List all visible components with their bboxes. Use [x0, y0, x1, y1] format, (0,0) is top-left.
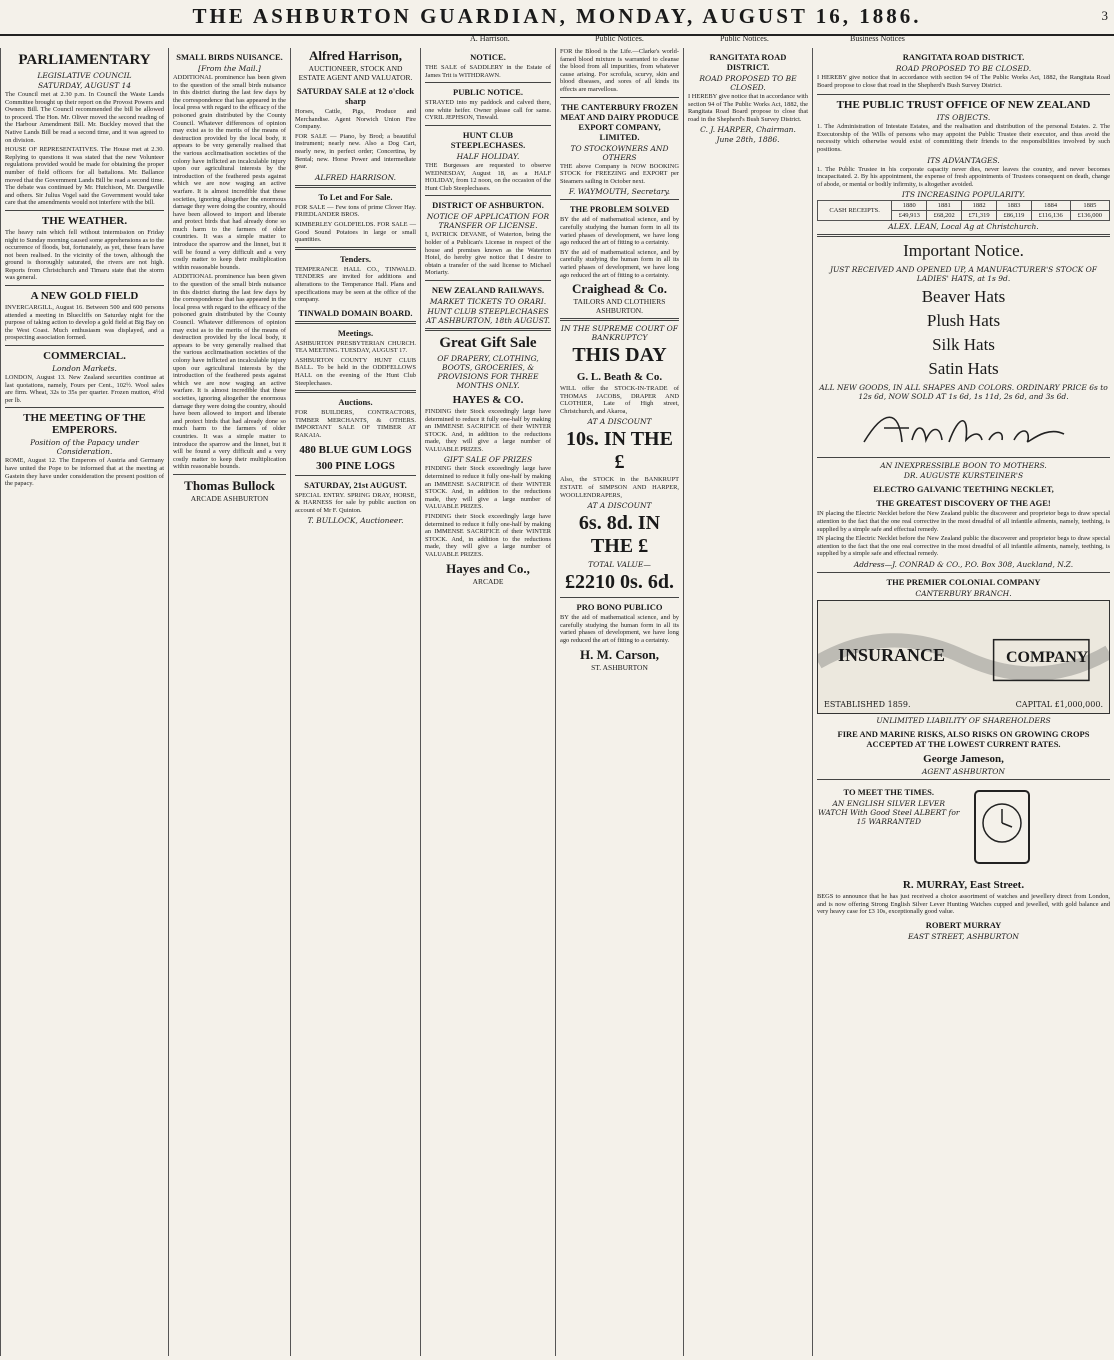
premier-company-heading: THE PREMIER COLONIAL COMPANY: [886, 576, 1041, 587]
road-closed-body: I HEREBY give notice that in accordance with section 94 of The Public Works Act, 1882, the Rangitata Road Board propose to close that road in the Shepherd's Bush Survey District.: [688, 93, 808, 123]
small-birds-article-cont: ADDITIONAL prominence has been given to the question of the small birds nuisance in this district during the last few days by the correspondence that has appeared in the local press with regard to the efficacy of the poisoned grain distributed by the County Council. Whatever differences of opinion may exist as to the merits of the means of destruction provided by the local body, it appears to be very generally realised that the various acclimatisation societies of the colony have inflicted an incalculable injury upon our agricultural interests by the introduction of the feathered pests against which we are now waging an active warfare. It is almost incredible that these societies, ignoring altogether the enormous damage they were doing the country, should have been allowed to import and liberate and protect birds that had already done so much harm to the farmers of older countries. It was a simple matter to introduce the sparrow and the linnet, but it will be found a very difficult and a very costly matter to keep their multiplication within reasonable bounds.: [173, 273, 286, 471]
kimberley-ad: KIMBERLEY GOLDFIELDS. FOR SALE — Good Sound Potatoes in large or small quantities.: [295, 220, 416, 244]
legislative-council-heading: LEGISLATIVE COUNCIL: [37, 71, 132, 80]
boon-doctor: DR. AUGUSTE KURSTEINER'S: [903, 471, 1024, 481]
dray-auction: SPECIAL ENTRY. SPRING DRAY, HORSE, & HARNESS for sale by public auction on account of Mr F. Quinton.: [295, 491, 416, 514]
half-holiday-heading: HALF HOLIDAY.: [456, 151, 520, 161]
receipts-value: £86,119: [997, 211, 1032, 221]
pro-bono-body: BY the aid of mathematical science, and by carefully studying the human form in all its varied phases of development, we have long ago reduced the art of fitting to a certainty.: [560, 614, 679, 645]
lean-signature: ALEX. LEAN, Local Ag at Christchurch.: [888, 222, 1039, 232]
problem-solved-body-cont: BY the aid of mathematical science, and by carefully studying the human form in all its varied phases of development, we have long ago reduced the art of fitting to a certainty.: [560, 248, 679, 279]
murray-body: BEGS to announce that he has just received a choice assortment of watches and jewellery direct from London, and is now offering Strong English Silver Lever Hunting Watches cupped and jewelled, with gold balance and very heavy case for £3 10s, exceptionally good value.: [817, 892, 1110, 916]
boon-heading: AN INEXPRESSIBLE BOON TO MOTHERS.: [880, 461, 1047, 471]
frozen-meat-heading: THE CANTERBURY FROZEN MEAT AND DAIRY PRODUCE EXPORT COMPANY, LIMITED.: [560, 101, 679, 142]
problem-solved-heading: THE PROBLEM SOLVED: [569, 204, 670, 215]
timber-auction: FOR BUILDERS, CONTRACTORS, TIMBER MERCHANTS, & OTHERS. IMPORTANT SALE OF TIMBER AT RAKAIA.: [295, 409, 416, 440]
beaver-hats: Beaver Hats: [921, 287, 1006, 307]
commercial-heading: COMMERCIAL.: [43, 350, 126, 363]
receipts-value: £136,000: [1070, 211, 1109, 221]
popularity-heading: ITS INCREASING POPULARITY.: [901, 190, 1026, 200]
carson-name: H. M. Carson,: [579, 646, 660, 662]
column-harrison: [290, 48, 420, 1356]
meetings-heading: Meetings.: [337, 327, 374, 338]
murray-signature: ROBERT MURRAY: [925, 919, 1002, 930]
licence-heading: NOTICE OF APPLICATION FOR TRANSFER OF LICENSE.: [426, 212, 550, 231]
hayes-name: Hayes and Co.,: [446, 560, 530, 576]
licence-notice: I, PATRICK DEVANE, of Waterton, being the holder of a Publican's License in respect of the house and premises known as the Waterton Hotel, do hereby give notice that I desire to obtain a transfer of the said license to Michael Moriarty.: [425, 231, 551, 277]
hayes-body: FINDING their Stock exceedingly large have determined to reduce it fully one-half by making an IMMENSE SACRIFICE of their WINTER STOCK. And, in addition to the reductions made, they will give a large number of VALUABLE PRIZES.: [425, 407, 551, 453]
public-notice-heading: PUBLIC NOTICE.: [453, 87, 523, 98]
hayes-address: ARCADE: [472, 576, 504, 586]
emperors-report: ROME, August 12. The Emperors of Austria and Germany have united the Pope to be informed that at the meeting at Gastein they have under consideration the present position of the papacy.: [5, 457, 164, 488]
newspaper-title: THE ASHBURTON GUARDIAN, MONDAY, AUGUST 16, 1886.: [192, 4, 922, 28]
capital-amount: CAPITAL £1,000,000.: [1015, 699, 1103, 709]
road-closed-body-2: I HEREBY give notice that in accordance with section 94 of The Public Works Act, 1882, the Rangitata Road Board propose to close that road in the Shepherd's Bush Survey District.: [817, 74, 1110, 89]
bullock-address: ARCADE ASHBURTON: [190, 493, 269, 503]
saddlery-notice: THE SALE of SADDLERY in the Estate of James Trit is WITHDRAWN.: [425, 64, 551, 79]
hay-for-sale: FOR SALE — Few tons of prime Clover Hay. FRIEDLANDER BROS.: [295, 203, 416, 219]
commercial-report: LONDON, August 13. New Zealand securities continue at last quotations, namely, Fours per Cent., 102½. Wool sales are firm. Wheat, 32s to 35s per quarter. Frozen mutton, 4½d per lb.: [5, 374, 164, 404]
gift-sale-subheading: OF DRAPERY, CLOTHING, BOOTS, GROCERIES, & PROVISIONS FOR THREE MONTHS ONLY.: [437, 353, 539, 390]
greatest-discovery: THE GREATEST DISCOVERY OF THE AGE!: [876, 498, 1051, 509]
receipts-value: £49,913: [892, 211, 927, 221]
harrison-signature: ALFRED HARRISON.: [314, 172, 397, 182]
notice-heading: NOTICE.: [470, 52, 506, 62]
london-markets-heading: London Markets.: [52, 364, 117, 374]
harper-signature: C. J. HARPER, Chairman.: [700, 125, 796, 135]
harrison-ad: [295, 48, 416, 82]
trust-objects-heading: ITS OBJECTS.: [936, 113, 991, 123]
bullock-auctioneer: T. BULLOCK, Auctioneer.: [307, 516, 404, 526]
satin-hats: Satin Hats: [928, 359, 999, 379]
hayes-body-cont: FINDING their Stock exceedingly large have determined to reduce it fully one-half by making an IMMENSE SACRIFICE of their WINTER STOCK. And, in addition to the reductions made, they will give a large number of VALUABLE PRIZES.: [425, 465, 551, 511]
waymouth-signature: F. WAYMOUTH, Secretary.: [568, 187, 671, 197]
emperors-heading: THE MEETING OF THE EMPERORS.: [23, 412, 146, 437]
andrew-orr-signature: [817, 402, 1110, 454]
beath-body: WILL offer the STOCK-IN-TRADE of THOMAS JACOBS, DRAPER AND CLOTHIER, Late of High street, Christchurch, and Akaroa,: [560, 385, 679, 415]
saturday-sale-body: Horses, Cattle, Pigs, Produce and Merchandise. Agent Norwich Union Fire Company.: [295, 108, 416, 131]
craighead-name: Craighead & Co.: [572, 281, 667, 297]
at-a-discount-2: AT A DISCOUNT: [587, 501, 652, 511]
tenders-heading: Tenders.: [339, 253, 372, 264]
discount-10s: 10s. IN THE £: [566, 428, 673, 474]
prizes-heading: GIFT SALE OF PRIZES: [443, 455, 533, 465]
clock-icon: [967, 787, 1037, 867]
hayes-body-cont2: FINDING their Stock exceedingly large have determined to reduce it fully one-half by making an IMMENSE SACRIFICE of their WINTER STOCK. And, in addition to the reductions made, they will give a large number of VALUABLE PRIZES.: [425, 513, 551, 558]
strayed-notice: STRAYED into my paddock and calved there, one white heifer. Owner please call for same. CYRIL JEPHSON, Tinwald.: [425, 99, 551, 122]
receipts-label: CASH RECEIPTS.: [818, 201, 892, 221]
murray-address: EAST STREET, ASHBURTON: [908, 931, 1019, 941]
teething-necklet-heading: ELECTRO GALVANIC TEETHING NECKLET,: [873, 484, 1054, 495]
conrad-address: Address—J. CONRAD & CO., P.O. Box 308, Auckland, N.Z.: [853, 559, 1074, 569]
column-public-notices-2: [555, 48, 683, 1356]
receipts-year: 1882: [962, 201, 997, 211]
carson-line: ST. ASHBURTON: [591, 662, 648, 672]
canterbury-branch: CANTERBURY BRANCH.: [915, 588, 1012, 598]
receipts-table: [817, 200, 1110, 221]
murray-heading: R. MURRAY, East Street.: [902, 878, 1025, 891]
carson-ad: [560, 647, 679, 672]
to-let-heading: To Let and For Sale.: [318, 191, 393, 202]
blood-mixture-ad: FOR the Blood is the Life.—Clarke's world-famed blood mixture is warranted to cleanse the blood from all impurities, from whatever cause arising. For scrofula, scurvy, skin and blood diseases, and sores of all kinds its effects are marvellous.: [560, 48, 679, 93]
bullock-ad: [173, 478, 286, 503]
simpson-harper: Also, the STOCK in the BANKRUPT ESTATE of SIMPSON AND HARPER, WOOLLENDRAPERS,: [560, 476, 679, 499]
half-holiday-notice: THE Burgesses are requested to observe WEDNESDAY, August 18, as a HALF HOLIDAY, from 12 noon, on the occasion of the Hunt Club Steeplechases.: [425, 161, 551, 192]
road-date: June 28th, 1886.: [716, 135, 780, 145]
small-birds-heading: SMALL BIRDS NUISANCE.: [176, 52, 283, 62]
receipts-year: 1881: [927, 201, 962, 211]
trust-advantages-body: 1. The Public Trustee in his corporate capacity never dies, never leaves the country, and never becomes incapacitated. 2. By his appointment, the expense of fresh appointments of Trustees consequent on death, change of abode, or mental or bodily infirmity, is altogether avoided.: [817, 165, 1110, 188]
pro-bono-heading: PRO BONO PUBLICO: [576, 602, 663, 613]
craighead-ad: [560, 281, 679, 315]
small-birds-source: [From the Mail.]: [198, 64, 261, 73]
column-heads: [0, 34, 1114, 48]
company-word: COMPANY: [1006, 648, 1089, 666]
gift-sale-heading: Great Gift Sale: [439, 334, 537, 351]
insurance-word: INSURANCE: [838, 644, 946, 665]
gold-field-heading: A NEW GOLD FIELD: [30, 290, 139, 303]
column-small-birds: [168, 48, 290, 1356]
column-head-business: Business Notices: [850, 34, 905, 43]
hunt-club-heading: HUNT CLUB STEEPLECHASES.: [450, 129, 526, 150]
blue-gum-logs: 480 BLUE GUM LOGS: [299, 443, 412, 456]
jameson-agent: AGENT ASHBURTON: [922, 766, 1005, 776]
hats-pricing: ALL NEW GOODS, IN ALL SHAPES AND COLORS. ORDINARY PRICE 6s to 12s 6d, NOW SOLD AT 1s 6d, 1s 11d, 2s 6d, and 3s 6d.: [819, 383, 1108, 402]
road-closed-heading-2: ROAD PROPOSED TO BE CLOSED.: [895, 64, 1032, 73]
column-head-harrison: A. Harrison.: [470, 34, 510, 43]
important-notice-heading: Important Notice.: [903, 241, 1024, 261]
parliamentary-heading: PARLIAMENTARY: [18, 52, 151, 68]
plush-hats: Plush Hats: [926, 311, 1001, 331]
problem-solved-body: BY the aid of mathematical science, and by carefully studying the human form in all its varied phases of development, we have long ago reduced the art of fitting to a certainty.: [560, 216, 679, 247]
hayes-ad: [425, 561, 551, 586]
harrison-title: AUCTIONEER, STOCK AND ESTATE AGENT AND VALUATOR.: [298, 64, 413, 82]
harrison-for-sale: FOR SALE — Piano, by Brod; a beautiful instrument; nearly new. Also a Dog Cart, nearly new, in perfect order; Concertina, by Bental; new. Horse Power and intermediate gear.: [295, 132, 416, 171]
column-head-public-1: Public Notices.: [595, 34, 644, 43]
house-report: HOUSE OF REPRESENTATIVES. The House met at 2.30. Replying to questions it was stated that the new Volunteer regulations provided would be made for obtaining the proper number of field officers for all battalions. Mr. Ballance moved that the Government Lands Bill be read a second time. The debate was continued by Mr. Hutchison, Mr. Dargaville and others. Sir Julius Vogel said the Government would take care that the amendments would not interfere with the bill.: [5, 146, 164, 207]
silver-lever-watch: AN ENGLISH SILVER LEVER WATCH With Good Steel ALBERT for 15 WARRANTED: [818, 798, 960, 826]
discount-6s8d: 6s. 8d. IN THE £: [578, 512, 661, 558]
total-value-label: TOTAL VALUE—: [588, 560, 651, 570]
harrison-name: Alfred Harrison,: [309, 48, 402, 63]
bankruptcy-court: IN THE SUPREME COURT OF BANKRUPTCY: [561, 324, 678, 343]
necklet-body-cont: IN placing the Electric Necklet before the New Zealand public the discoverer and proprietor begs to draw special attention to the fact that the one real corrective in the most dreadful of all infantile ailments, namely, teething, is supplied by a simple safe and effectual remedy.: [817, 535, 1110, 558]
receipts-year: 1885: [1070, 201, 1109, 211]
column-parliamentary: [0, 48, 168, 1356]
craighead-line: TAILORS AND CLOTHIERS ASHBURTON.: [573, 297, 666, 316]
gold-field-report: INVERCARGILL, August 16. Between 500 and 600 persons attended a meeting in Bluecliffs on Saturday night for the purpose of taking action to develop a gold field at Big Bay on the West Coast. Much enthusiasm was displayed, and a prospecting association formed.: [5, 304, 164, 342]
church-tea-meeting: ASHBURTON PRESBYTERIAN CHURCH. TEA MEETING. TUESDAY, AUGUST 17.: [295, 339, 416, 355]
district-heading: DISTRICT OF ASHBURTON.: [432, 200, 544, 211]
this-day: THIS DAY: [572, 344, 667, 367]
masthead: [0, 0, 1114, 36]
public-trust-heading: THE PUBLIC TRUST OFFICE OF NEW ZEALAND: [836, 99, 1091, 112]
receipts-year: 1880: [892, 201, 927, 211]
established-year: ESTABLISHED 1859.: [824, 699, 911, 709]
receipts-year: 1884: [1031, 201, 1070, 211]
page-number: 3: [1101, 8, 1108, 23]
receipts-year: 1883: [997, 201, 1032, 211]
bullock-name: Thomas Bullock: [184, 477, 275, 493]
column-public-notices: [420, 48, 555, 1356]
column-head-public-2: Public Notices.: [720, 34, 769, 43]
road-district-heading-2: RANGITATA ROAD DISTRICT.: [902, 52, 1025, 62]
temperance-hall-tender: TEMPERANCE HALL CO., TINWALD. TENDERS are invited for additions and alterations to the Temperance Hall. Plans and specifications may be seen at the office of the company.: [295, 265, 416, 304]
domain-board-heading: TINWALD DOMAIN BOARD.: [298, 307, 413, 318]
column-business-notices: [812, 48, 1114, 1356]
small-birds-article: ADDITIONAL prominence has been given to the question of the small birds nuisance in this district during the last few days by the correspondence that has appeared in the local press with regard to the efficacy of the poisoned grain distributed by the County Council. Whatever differences of opinion may exist as to the merits of the means of destruction provided by the local body, it appears to be very generally realised that the various acclimatisation societies of the colony have inflicted an incalculable injury upon our agricultural interests by the introduction of the feathered pests against which we are now waging an active warfare. It is almost incredible that these societies, ignoring altogether the enormous damage they were doing the country, should have been allowed to import and liberate and protect birds that had already done so much harm to the farmers of older countries. It was a simple matter to introduce the sparrow and the linnet, but it will be found a very difficult and a very costly matter to keep their multiplication within reasonable bounds.: [173, 74, 286, 271]
weather-heading: THE WEATHER.: [41, 214, 128, 227]
beath-name: G. L. Beath & Co.: [576, 371, 663, 384]
frozen-meat-body: THE above Company is NOW BOOKING STOCK for FREEZING and EXPORT per Steamers sailing in October next.: [560, 162, 679, 185]
at-a-discount: AT A DISCOUNT: [587, 417, 652, 427]
pine-logs: 300 PINE LOGS: [316, 459, 395, 472]
council-report: The Council met at 2.30 p.m. In Council the Waste Lands Committee brought up their report on the Provost Powers and Owners Bill. The Council recommended the bill be allowed to proceed. The Hon. Mr. Oliver moved the second reading of the Harbour Amendment Bill. Mr. Buckley moved that the Native Lands Bill be read a second time, and it was agreed to on division.: [5, 91, 164, 144]
trust-advantages-heading: ITS ADVANTAGES.: [927, 155, 1000, 165]
saturday-21st-heading: SATURDAY, 21st AUGUST.: [304, 479, 407, 490]
important-notice-body: JUST RECEIVED AND OPENED UP, A MANUFACTURER'S STOCK OF LADIES' HATS, at 1s 9d.: [829, 265, 1098, 284]
auctions-heading: Auctions.: [338, 397, 373, 408]
weather-report: The heavy rain which fell without intermission on Friday night to Sunday morning caused some apprehensions as to the occurrence of floods, but, fortunately, as yet, these fears have not been realised. In the vicinity of the town, although the ground is thoroughly saturated, the rivers are not high. Reports from Christchurch and Timaru state that the storm was general.: [5, 228, 164, 282]
necklet-body: IN placing the Electric Necklet before the New Zealand public the discoverer and proprietor begs to draw special attention to the fact that the one real corrective in the most dreadful of all infantile ailments, namely, teething, is supplied by a simple safe and effectual remedy.: [817, 510, 1110, 533]
fire-marine-risks: FIRE AND MARINE RISKS, ALSO RISKS ON GROWING CROPS ACCEPTED AT THE LOWEST CURRENT RATES.: [837, 728, 1090, 749]
receipts-value: £71,319: [962, 211, 997, 221]
emperors-subheading: Position of the Papacy under Consideration.: [30, 438, 139, 457]
hayes-heading: HAYES & CO.: [452, 393, 524, 406]
trust-objects-body: 1. The Administration of Intestate Estates, and the realisation and distribution of the personal Estates. 2. The Executorship of the Wills of persons who may appoint the Public Trustee their executor, and thus avoid the necessity which otherwise would exist of committing their friends to the responsibilities involved by such positions.: [817, 123, 1110, 153]
saturday-sale-heading: SATURDAY SALE at 12 o'clock sharp: [296, 86, 415, 106]
signature-graphic: [854, 404, 1074, 452]
hunt-club-ball: ASHBURTON COUNTY HUNT CLUB BALL. To be held in the ODDFELLOWS HALL on the evening of the Hunt Club Steeplechases.: [295, 356, 416, 387]
road-district-heading: RANGITATA ROAD DISTRICT.: [709, 52, 787, 72]
total-value: £2210 0s. 6d.: [565, 571, 674, 594]
unlimited-liability: UNLIMITED LIABILITY OF SHAREHOLDERS: [876, 715, 1051, 725]
railways-heading: NEW ZEALAND RAILWAYS.: [431, 284, 545, 295]
receipts-value: £68,202: [927, 211, 962, 221]
council-date: SATURDAY, AUGUST 14: [37, 81, 132, 90]
silk-hats: Silk Hats: [932, 335, 995, 355]
market-tickets-heading: MARKET TICKETS TO ORARI.: [429, 296, 547, 306]
road-closed-heading: ROAD PROPOSED TO BE CLOSED.: [699, 74, 797, 92]
steeplechase-tickets: HUNT CLUB STEEPLECHASES AT ASHBURTON, 18th AUGUST.: [425, 306, 551, 325]
jameson-name: George Jameson,: [923, 752, 1004, 765]
stockowners-heading: TO STOCKOWNERS AND OTHERS: [570, 143, 669, 162]
receipts-value: £116,136: [1031, 211, 1070, 221]
meet-the-times-heading: TO MEET THE TIMES.: [843, 786, 935, 797]
insurance-banner: [817, 600, 1110, 714]
column-road-1: [683, 48, 812, 1356]
